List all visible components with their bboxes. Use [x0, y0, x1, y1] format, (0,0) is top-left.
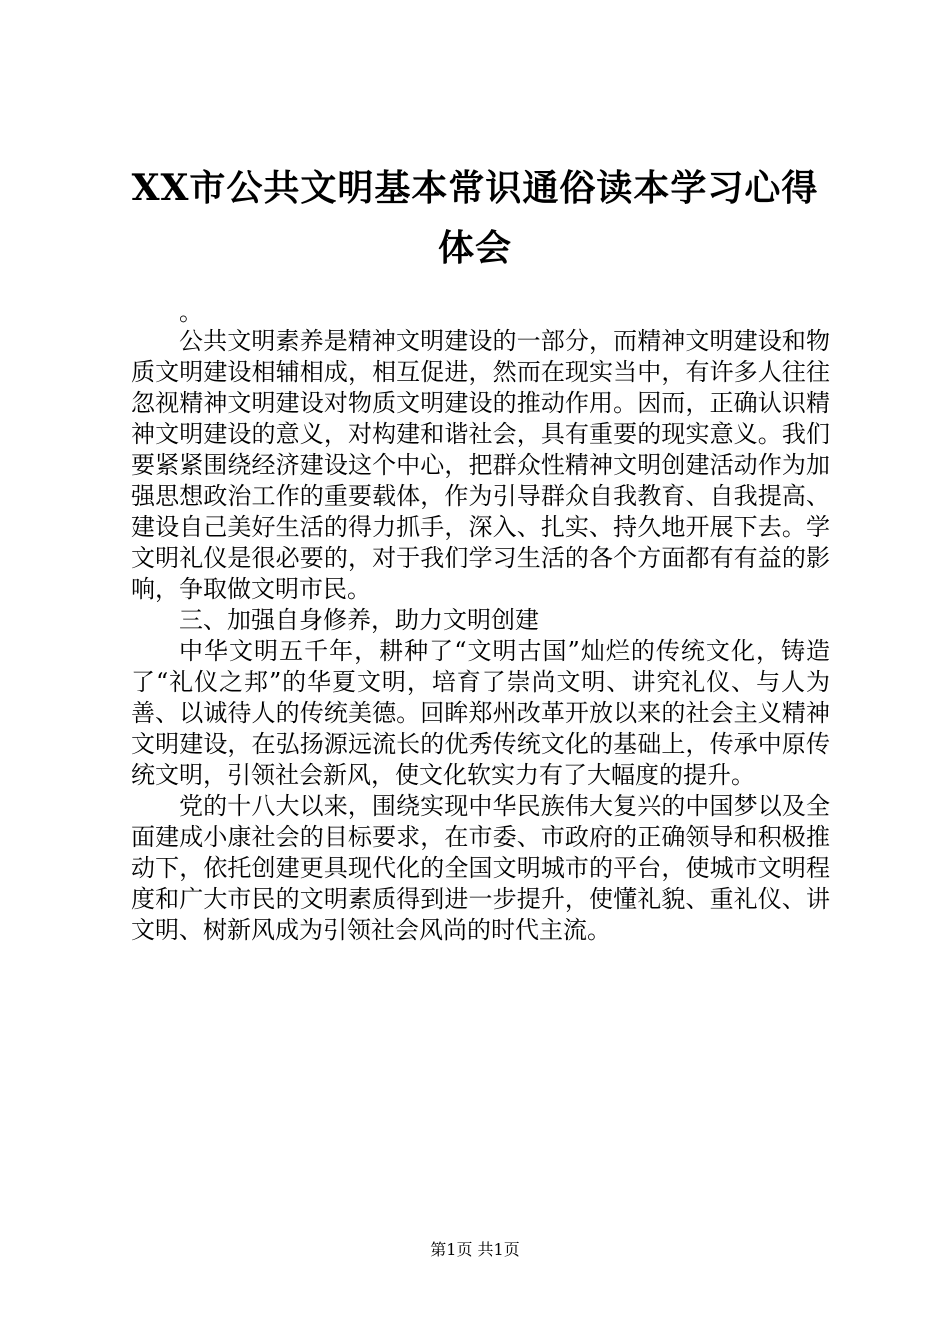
document-body [131, 300, 830, 946]
page-footer: 第1页 共1页 [430, 1240, 520, 1259]
paragraph-chinese-civilization: 中华文明五千年，耕种了“文明古国”灿烂的传统文化，铸造了“礼仪之邦”的华夏文明，培育了崇尚文明、讲究礼仪、与人为善、以诚待人的传统美德。回眸郑州改革开放以来的社会主义精神文明建设，在弘扬源远流长的优秀传统文化的基础上，传承中原传统文明，引领社会新风，使文化软实力有了大幅度的提升。 [131, 637, 830, 789]
paragraph-eighteenth-congress: 党的十八大以来，围绕实现中华民族伟大复兴的中国梦以及全面建成小康社会的目标要求，在市委、市政府的正确领导和积极推动下，依托创建更具现代化的全国文明城市的平台，使城市文明程度和广大市民的文明素质得到进一步提升，使懂礼貌、重礼仪、讲文明、树新风成为引领社会风尚的时代主流。 [131, 792, 830, 944]
paragraph-stray-mark: 。 [179, 298, 203, 326]
document-title: XX市公共文明基本常识通俗读本学习心得体会 [131, 167, 819, 269]
section-heading: 三、加强自身修养，助力文明创建 [179, 606, 539, 634]
paragraph-public-civility: 公共文明素养是精神文明建设的一部分，而精神文明建设和物质文明建设相辅相成，相互促进，然而在现实当中，有许多人往往忽视精神文明建设对物质文明建设的推动作用。因而，正确认识精神文明建设的意义，对构建和谐社会，具有重要的现实意义。我们要紧紧围绕经济建设这个中心，把群众性精神文明创建活动作为加强思想政治工作的重要载体，作为引导群众自我教育、自我提高、建设自己美好生活的得力抓手，深入、扎实、持久地开展下去。学文明礼仪是很必要的，对于我们学习生活的各个方面都有有益的影响，争取做文明市民。 [131, 327, 830, 603]
